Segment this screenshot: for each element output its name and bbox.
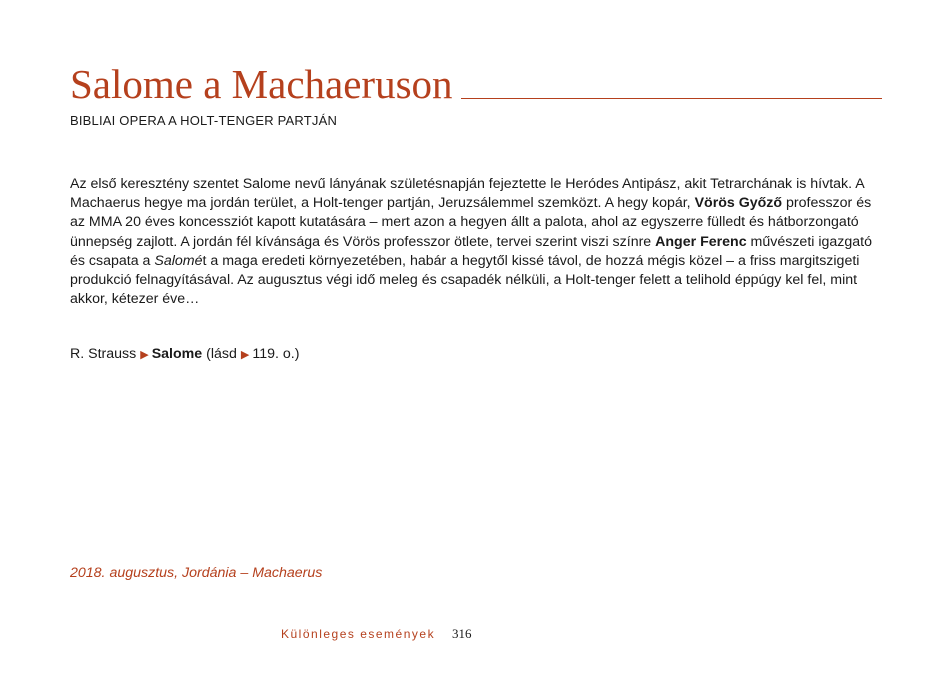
see-label: (lásd [206,346,237,362]
arrow-right-icon: ▶ [140,349,149,361]
composer-name: R. Strauss [70,346,137,362]
footer-section-title: Különleges események [281,627,436,641]
article-text-1: Az első keresztény szentet Salome nevű lányának születésnapján fejeztette le Heródes Antipász, akit Tetrarchának is hívtak. A Machaerus hegye ma jordán terület, a Holt-tenger partján, Jeruzsálemmel szemközt. A hegy kopár, [70,176,864,212]
person-name-voros: Vörös Győző [694,195,783,212]
cross-reference [70,345,299,365]
reference-work-link[interactable]: Salome [151,346,203,362]
title-row [70,62,882,106]
article-text-2: professzor és az MMA 20 éves koncessziót kapott kutatására – mert azon a hegyen állt a palota, ahol az egyszerre fülledt és hátborzongató ünnepség zajlott. A jordán fél kívánsága és Vörös professzor ötlete, tervei szerint viszi színre [70,195,872,250]
event-caption: 2018. augusztus, Jordánia – Machaerus [70,565,323,581]
page-title: Salome a Machaeruson [70,61,453,107]
person-name-anger: Anger Ferenc [655,233,747,250]
title-rule [461,98,882,99]
page-reference-link[interactable]: 119. o.) [252,346,300,362]
article-body [70,175,882,309]
arrow-right-icon-2: ▶ [240,349,250,361]
page-subtitle: BIBLIAI OPERA A HOLT-TENGER PARTJÁN [70,113,338,128]
page-number: 316 [452,626,472,641]
article-text-3: művészeti igazgató és csapata a [70,233,872,269]
work-title: Salomé [154,252,203,269]
article-text-4: t a maga eredeti környezetében, habár a hegytől kissé távol, de hozzá mégis közel – a friss margitszigeti produkció felnagyításával. Az augusztus végi idő meleg és csapadék nélküli, a Holt-tenger felett a telihold éppúgy kel fel, mint akkor, kétezer éve… [70,252,860,308]
